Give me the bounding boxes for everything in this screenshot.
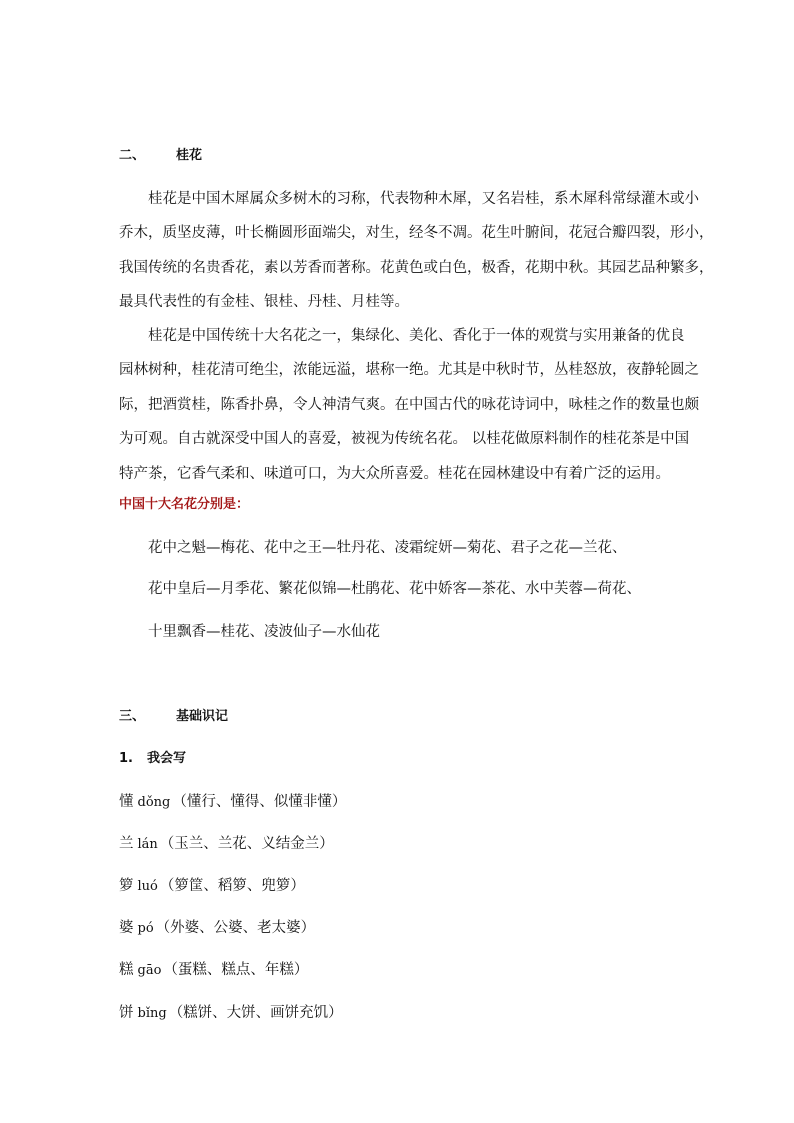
vocab-words: （懂行、懂得、似懂非懂） [172,794,347,810]
vocab-pinyin: lán [137,837,158,852]
paragraph-line: 最具代表性的有金桂、银桂、丹桂、月桂等。 [119,294,409,311]
section-number: 二、 [119,148,146,163]
vocab-char: 糕 [119,962,134,978]
paragraph-2 [119,319,699,491]
paragraph-line: 桂花是中国传统十大名花之一，集绿化、美化、香化于一体的观赏与实用兼备的优良 [148,328,685,344]
vocab-words: （蛋糕、糕点、年糕） [163,962,309,978]
paragraph-line: 乔木，质坚皮薄，叶长椭圆形面端尖，对生，经冬不凋。花生叶腑间，花冠合瓣四裂，形小， [119,225,714,242]
famous-flowers-heading: 中国十大名花分别是： [119,497,250,512]
paragraph-line: 际，把酒赏桂，陈香扑鼻，令人神清气爽。在中国古代的咏花诗词中，咏桂之作的数量也颇 [119,396,699,413]
vocab-char: 懂 [119,794,134,810]
paragraph-line: 桂花是中国木犀属众多树木的习称，代表物种木犀，又名岩桂，系木犀科常绿灌木或小 [148,191,699,207]
section-title: 桂花 [176,148,203,163]
vocab-item [119,960,308,981]
paragraph-line: 特产茶，它香气柔和、味道可口，为大众所喜爱。桂花在园林建设中有着广泛的运用。 [119,465,670,482]
vocab-item [119,876,305,897]
flower-list-line: 花中皇后—月季花、繁花似锦—杜鹃花、花中娇客—茶花、水中芙蓉—荷花、 [148,581,641,597]
flower-list-line: 十里飘香—桂花、凌波仙子—水仙花 [148,624,380,640]
vocab-item [119,792,346,813]
vocab-pinyin: luó [137,879,158,894]
vocab-words: （玉兰、兰花、义结金兰） [159,836,334,852]
paragraph-line: 我国传统的名贵香花，素以芳香而著称。花黄色或白色，极香，花期中秋。其园艺品种繁多， [119,259,714,276]
section-heading-3 [119,708,228,726]
subsection-number: 1. [119,751,133,766]
vocab-char: 饼 [119,1005,134,1021]
paragraph-line: 园林树种，桂花清可绝尘，浓能远溢，堪称一绝。尤其是中秋时节，丛桂怒放，夜静轮圆之 [119,362,699,379]
vocab-words: （箩筐、稻箩、兜箩） [159,878,305,894]
vocab-char: 箩 [119,878,134,894]
vocab-item [119,834,334,855]
vocab-pinyin: gāo [137,963,162,978]
subsection-heading [119,750,186,768]
paragraph-1 [119,182,714,320]
vocab-words: （外婆、公婆、老太婆） [155,920,316,936]
section-title: 基础识记 [176,709,229,724]
vocab-item [119,1003,343,1024]
paragraph-line: 为可观。自古就深受中国人的喜爱，被视为传统名花。 以桂花做原料制作的桂花茶是中国 [119,431,690,448]
vocab-item [119,918,315,939]
vocab-words: （糕饼、大饼、画饼充饥） [168,1005,343,1021]
vocab-pinyin: pó [137,921,154,936]
subsection-title: 我会写 [147,751,187,766]
section-number: 三、 [119,709,146,724]
flower-list-line: 花中之魁—梅花、花中之王—牡丹花、凌霜绽妍—菊花、君子之花—兰花、 [148,540,627,556]
vocab-pinyin: dǒng [137,795,171,810]
vocab-char: 兰 [119,836,134,852]
vocab-char: 婆 [119,920,134,936]
section-heading-2 [119,147,202,165]
vocab-pinyin: bǐng [137,1006,167,1021]
